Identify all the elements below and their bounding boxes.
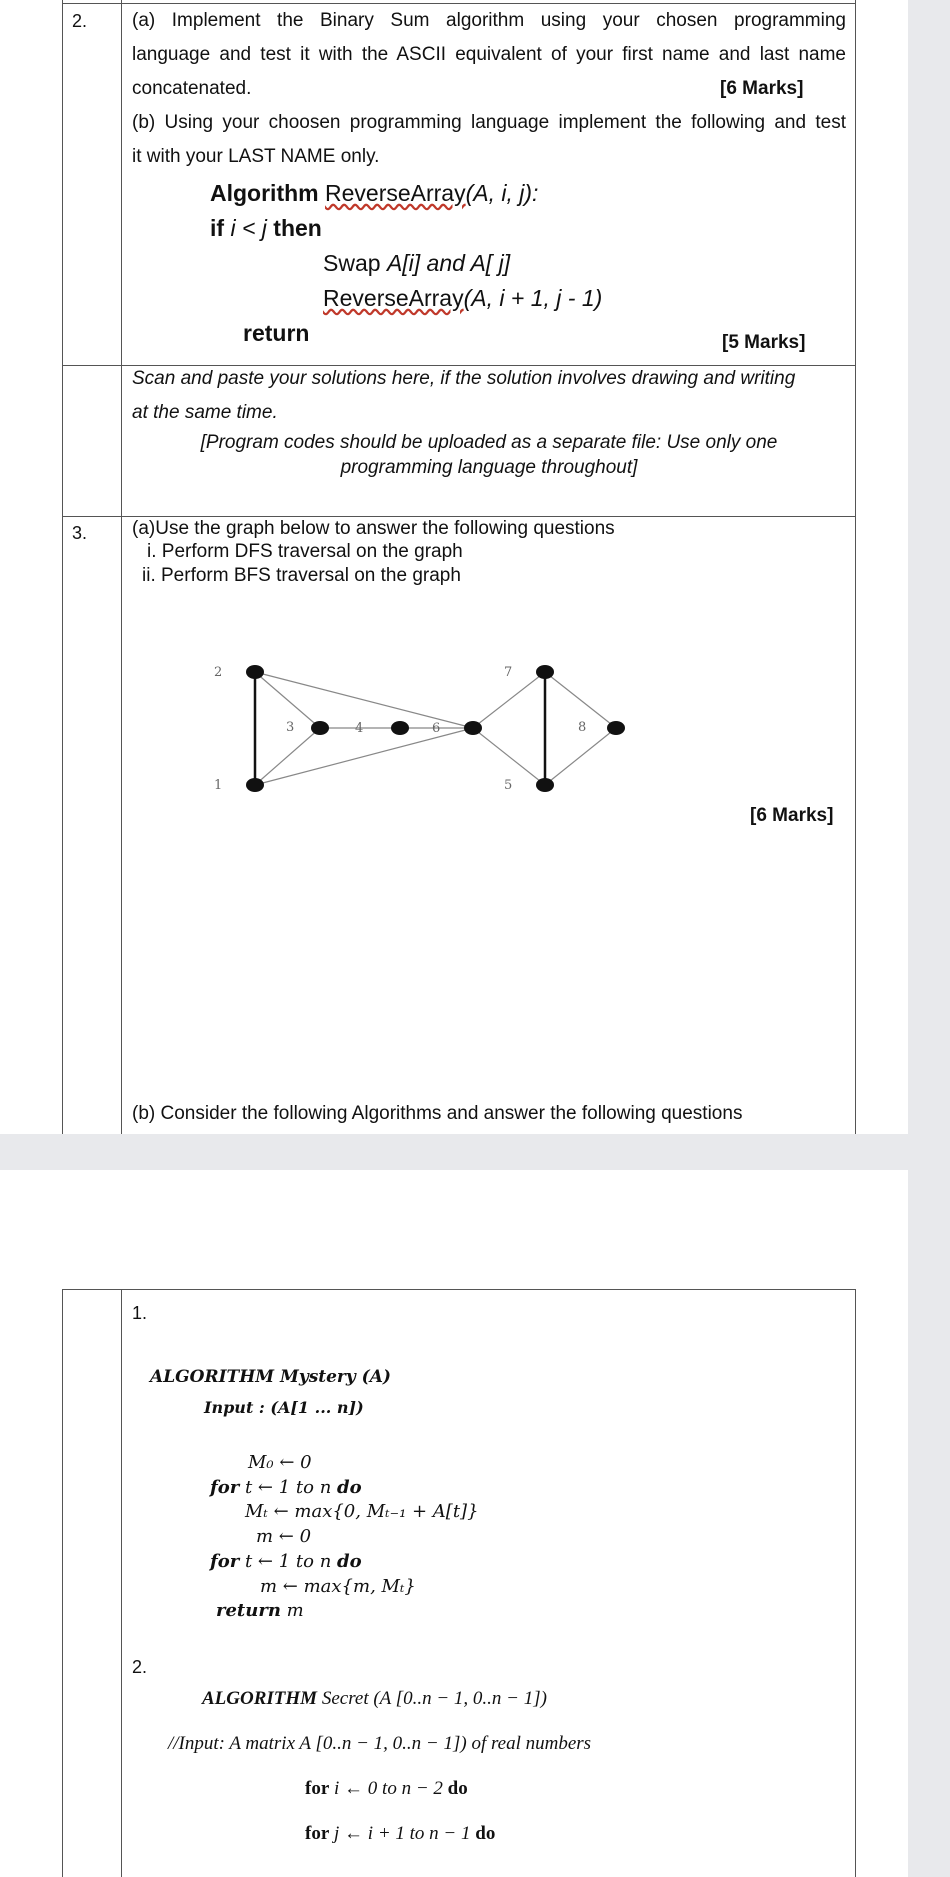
program-code-note: programming language throughout] xyxy=(340,457,638,478)
algorithm-keyword: ALGORITHM xyxy=(202,1688,318,1709)
graph-node xyxy=(246,778,264,792)
algorithm-return: return xyxy=(243,320,310,346)
loop-range: t ← 1 to n xyxy=(244,1551,332,1572)
graph-node-label: 3 xyxy=(286,720,295,735)
viewer-background-right xyxy=(908,0,950,1877)
graph-node-label: 4 xyxy=(355,721,364,736)
graph-node xyxy=(536,665,554,679)
secret-title xyxy=(202,1682,547,1716)
graph-node-label: 1 xyxy=(214,778,223,793)
q2a-text-line: (a) Implement the Binary Sum algorithm using your chosen programming xyxy=(132,10,846,31)
do-keyword: do xyxy=(337,1477,362,1498)
for-keyword: for xyxy=(210,1477,240,1498)
mystery-line: m ← max{m, Mₜ} xyxy=(260,1576,416,1597)
graph-edge xyxy=(473,728,545,785)
call-arguments: (A, i + 1, j - 1) xyxy=(463,285,603,311)
do-keyword: do xyxy=(475,1823,496,1844)
swap-keyword: Swap xyxy=(323,250,381,276)
for-keyword: for xyxy=(305,1823,330,1844)
return-value: m xyxy=(286,1600,304,1621)
do-keyword: do xyxy=(447,1778,468,1799)
graph-node-label: 2 xyxy=(214,665,223,680)
q3a-item-dfs: i. Perform DFS traversal on the graph xyxy=(147,541,463,562)
graph-node-label: 6 xyxy=(432,721,441,736)
secret-loop-line xyxy=(305,1817,495,1851)
program-code-note: [Program codes should be uploaded as a separate file: Use only one xyxy=(200,432,778,453)
q2b-text-line: it with your LAST NAME only. xyxy=(132,146,380,167)
mystery-title: ALGORITHM Mystery (A) xyxy=(150,1367,391,1387)
graph-node xyxy=(311,721,329,735)
graph-node-label: 7 xyxy=(504,665,513,680)
page-gap xyxy=(0,1134,950,1170)
question-number: 3. xyxy=(72,523,88,543)
graph-node-label: 5 xyxy=(504,778,513,793)
graph-edge xyxy=(545,728,616,785)
q2a-text-line: language and test it with the ASCII equivalent of your first name and last name xyxy=(132,44,846,65)
mystery-line: M₀ ← 0 xyxy=(248,1452,312,1473)
document-page-2 xyxy=(0,1170,908,1877)
if-condition: i < j xyxy=(230,215,267,241)
mystery-return-line xyxy=(216,1598,304,1624)
do-keyword: do xyxy=(337,1551,362,1572)
secret-signature: Secret (A [0..n − 1, 0..n − 1]) xyxy=(321,1688,547,1709)
q3b-text: (b) Consider the following Algorithms and answer the following questions xyxy=(132,1103,743,1124)
loop-range: i ← 0 to n − 2 xyxy=(334,1778,443,1799)
for-keyword: for xyxy=(305,1778,330,1799)
graph-edge xyxy=(473,672,545,728)
algorithm-item-number: 1. xyxy=(132,1303,148,1323)
graph-node xyxy=(464,721,482,735)
if-keyword: if xyxy=(210,215,225,241)
call-name: ReverseArray xyxy=(323,285,464,311)
algorithm-item-number: 2. xyxy=(132,1657,148,1677)
secret-loop-line xyxy=(305,1772,468,1806)
then-keyword: then xyxy=(273,215,322,241)
graph-node xyxy=(607,721,625,735)
swap-arguments: A[i] and A[ j] xyxy=(386,250,511,276)
q3a-item-bfs: ii. Perform BFS traversal on the graph xyxy=(142,565,461,586)
mystery-input: Input : (A[1 ... n]) xyxy=(204,1398,364,1417)
mystery-line: m ← 0 xyxy=(256,1526,312,1547)
graph-node xyxy=(391,721,409,735)
algorithm-name: ReverseArray xyxy=(325,180,466,206)
table-row-divider xyxy=(62,1289,856,1290)
table-border-right xyxy=(855,1289,856,1877)
q3a-text: (a)Use the graph below to answer the following questions xyxy=(132,518,615,539)
table-border-left xyxy=(62,1289,63,1877)
algorithm-keyword: Algorithm xyxy=(210,180,319,206)
q2b-text-line: (b) Using your choosen programming language implement the following and test xyxy=(132,112,846,133)
return-keyword: return xyxy=(216,1600,281,1621)
graph-node xyxy=(536,778,554,792)
graph-node-label: 8 xyxy=(578,720,587,735)
scan-instruction-line: Scan and paste your solutions here, if the solution involves drawing and writing xyxy=(132,368,796,389)
q2a-marks: [6 Marks] xyxy=(720,78,804,99)
table-column-divider xyxy=(121,1289,122,1877)
algorithm-params: (A, i, j): xyxy=(465,180,539,206)
graph-node xyxy=(246,665,264,679)
mystery-loop-line xyxy=(210,1549,362,1575)
scan-instruction-line: at the same time. xyxy=(132,402,278,423)
secret-comment: //Input: A matrix A [0..n − 1, 0..n − 1]) of real numbers xyxy=(168,1733,592,1754)
q2a-text-line: concatenated. xyxy=(132,78,252,99)
q2b-marks: [5 Marks] xyxy=(722,332,806,353)
q3a-marks: [6 Marks] xyxy=(750,805,834,826)
for-keyword: for xyxy=(210,1551,240,1572)
mystery-loop-line xyxy=(210,1475,362,1501)
mystery-line: Mₜ ← max{0, Mₜ₋₁ + A[t]} xyxy=(245,1501,479,1522)
loop-range: j ← i + 1 to n − 1 xyxy=(334,1823,471,1844)
question-number: 2. xyxy=(72,11,88,31)
loop-range: t ← 1 to n xyxy=(244,1477,332,1498)
